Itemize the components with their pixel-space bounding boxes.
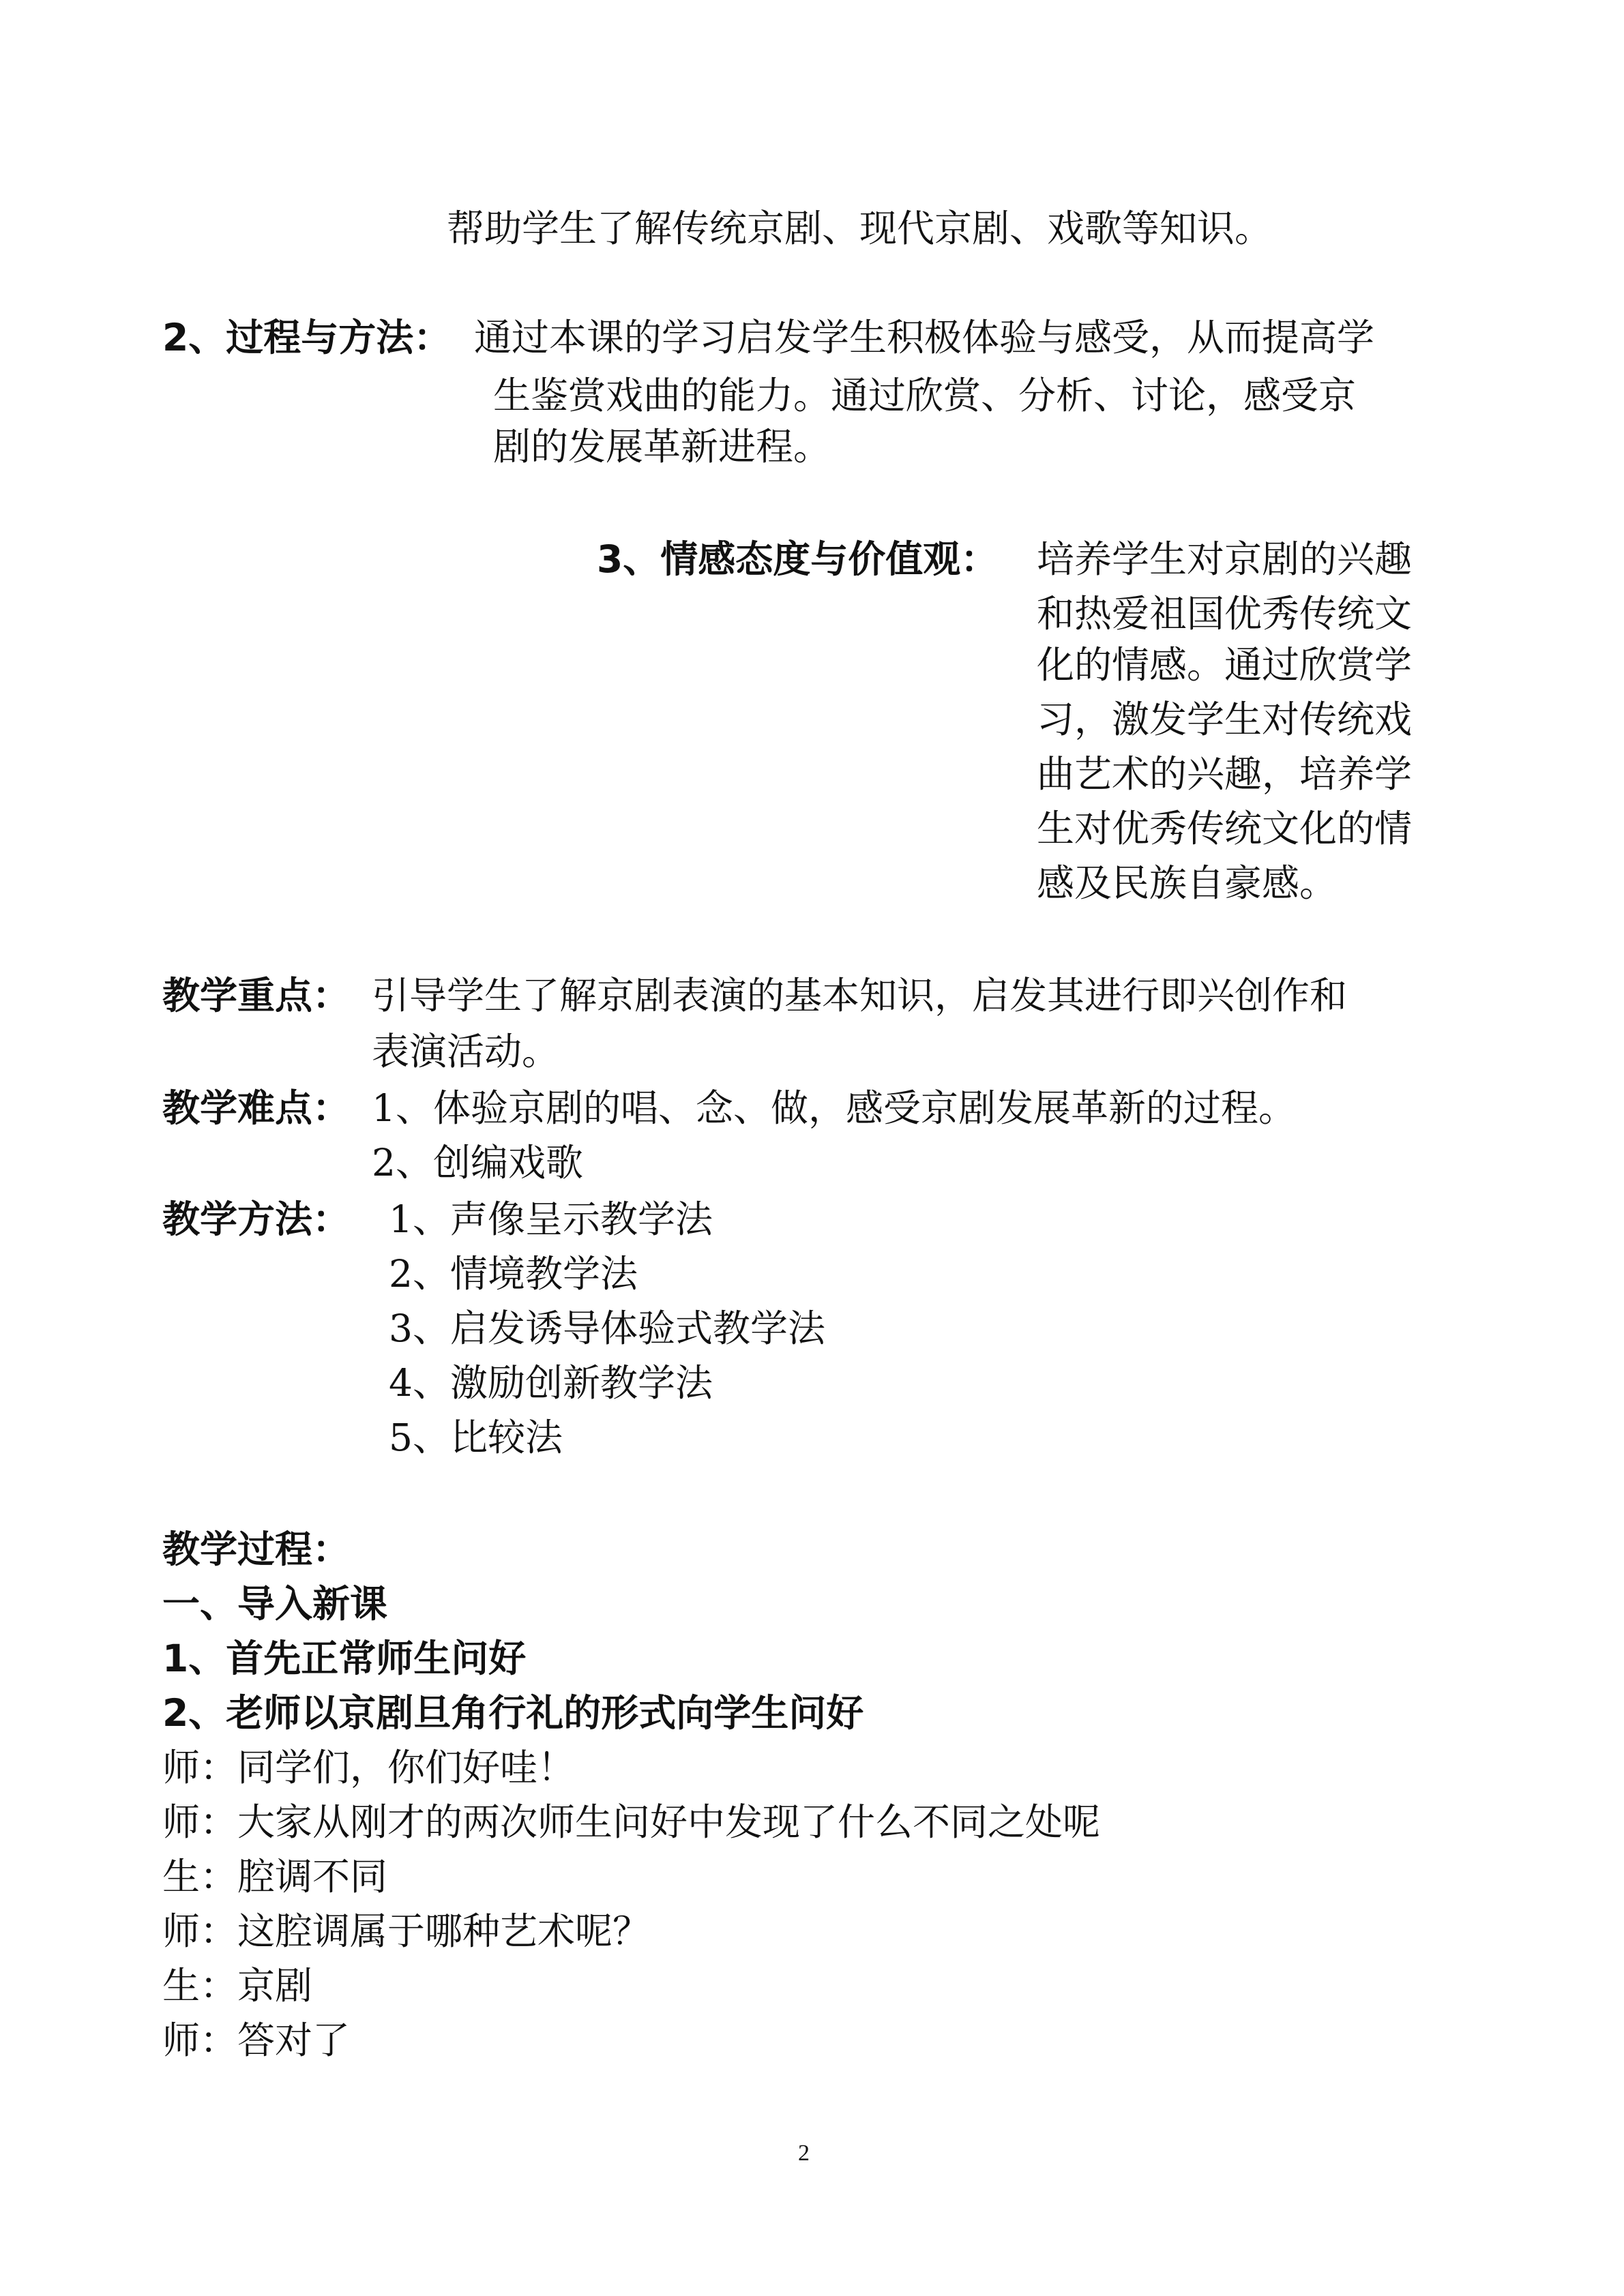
method-item: 5、比较法	[389, 1416, 563, 1459]
step-heading: 2、老师以京剧旦角行礼的形式向学生问好	[162, 1691, 864, 1735]
method-item: 3、启发诱导体验式教学法	[389, 1307, 825, 1350]
emotion-values-line: 感及民族自豪感。	[1037, 861, 1338, 905]
method-item: 2、情境教学法	[389, 1252, 638, 1296]
emotion-values-line: 习，激发学生对传统戏	[1037, 698, 1413, 741]
methods-label: 教学方法：	[162, 1197, 351, 1241]
method-item: 4、激励创新教学法	[389, 1361, 713, 1405]
dialogue-line: 师：答对了	[162, 2018, 351, 2062]
key-point-line: 表演活动。	[372, 1030, 560, 1073]
difficulty-line: 2、创编戏歌	[372, 1141, 583, 1184]
dialogue-line: 师：大家从刚才的两次师生问好中发现了什么不同之处呢	[162, 1800, 1101, 1844]
emotion-values-line: 和热爱祖国优秀传统文	[1037, 592, 1413, 636]
process-method-line: 剧的发展革新进程。	[493, 425, 831, 468]
section-heading: 一、导入新课	[162, 1582, 388, 1626]
dialogue-line: 师：这腔调属于哪种艺术呢？	[162, 1909, 651, 1953]
dialogue-line: 生：腔调不同	[162, 1855, 388, 1898]
difficulty-label: 教学难点：	[162, 1086, 351, 1130]
emotion-values-line: 生对优秀传统文化的情	[1037, 807, 1413, 850]
emotion-values-line: 培养学生对京剧的兴趣	[1037, 537, 1413, 581]
process-method-line: 通过本课的学习启发学生积极体验与感受，从而提高学	[474, 316, 1375, 359]
difficulty-line: 1、体验京剧的唱、念、做，感受京剧发展革新的过程。	[372, 1086, 1296, 1130]
dialogue-line: 师：同学们，你们好哇！	[162, 1746, 576, 1789]
step-heading: 1、首先正常师生问好	[162, 1637, 527, 1680]
emotion-values-line: 曲艺术的兴趣，培养学	[1037, 752, 1413, 796]
dialogue-line: 生：京剧	[162, 1964, 313, 2008]
key-point-line: 引导学生了解京剧表演的基本知识，启发其进行即兴创作和	[372, 974, 1348, 1017]
process-method-line: 生鉴赏戏曲的能力。通过欣赏、分析、讨论，感受京	[493, 374, 1357, 417]
process-method-label: 2、过程与方法：	[162, 316, 452, 359]
key-point-label: 教学重点：	[162, 974, 351, 1017]
emotion-values-line: 化的情感。通过欣赏学	[1037, 643, 1413, 687]
method-item: 1、声像呈示教学法	[389, 1197, 713, 1241]
emotion-values-label: 3、情感态度与价值观：	[597, 537, 999, 581]
knowledge-objective-line: 帮助学生了解传统京剧、现代京剧、戏歌等知识。	[447, 207, 1273, 250]
page-number: 2	[798, 2141, 810, 2166]
teaching-process-title: 教学过程：	[162, 1527, 351, 1571]
